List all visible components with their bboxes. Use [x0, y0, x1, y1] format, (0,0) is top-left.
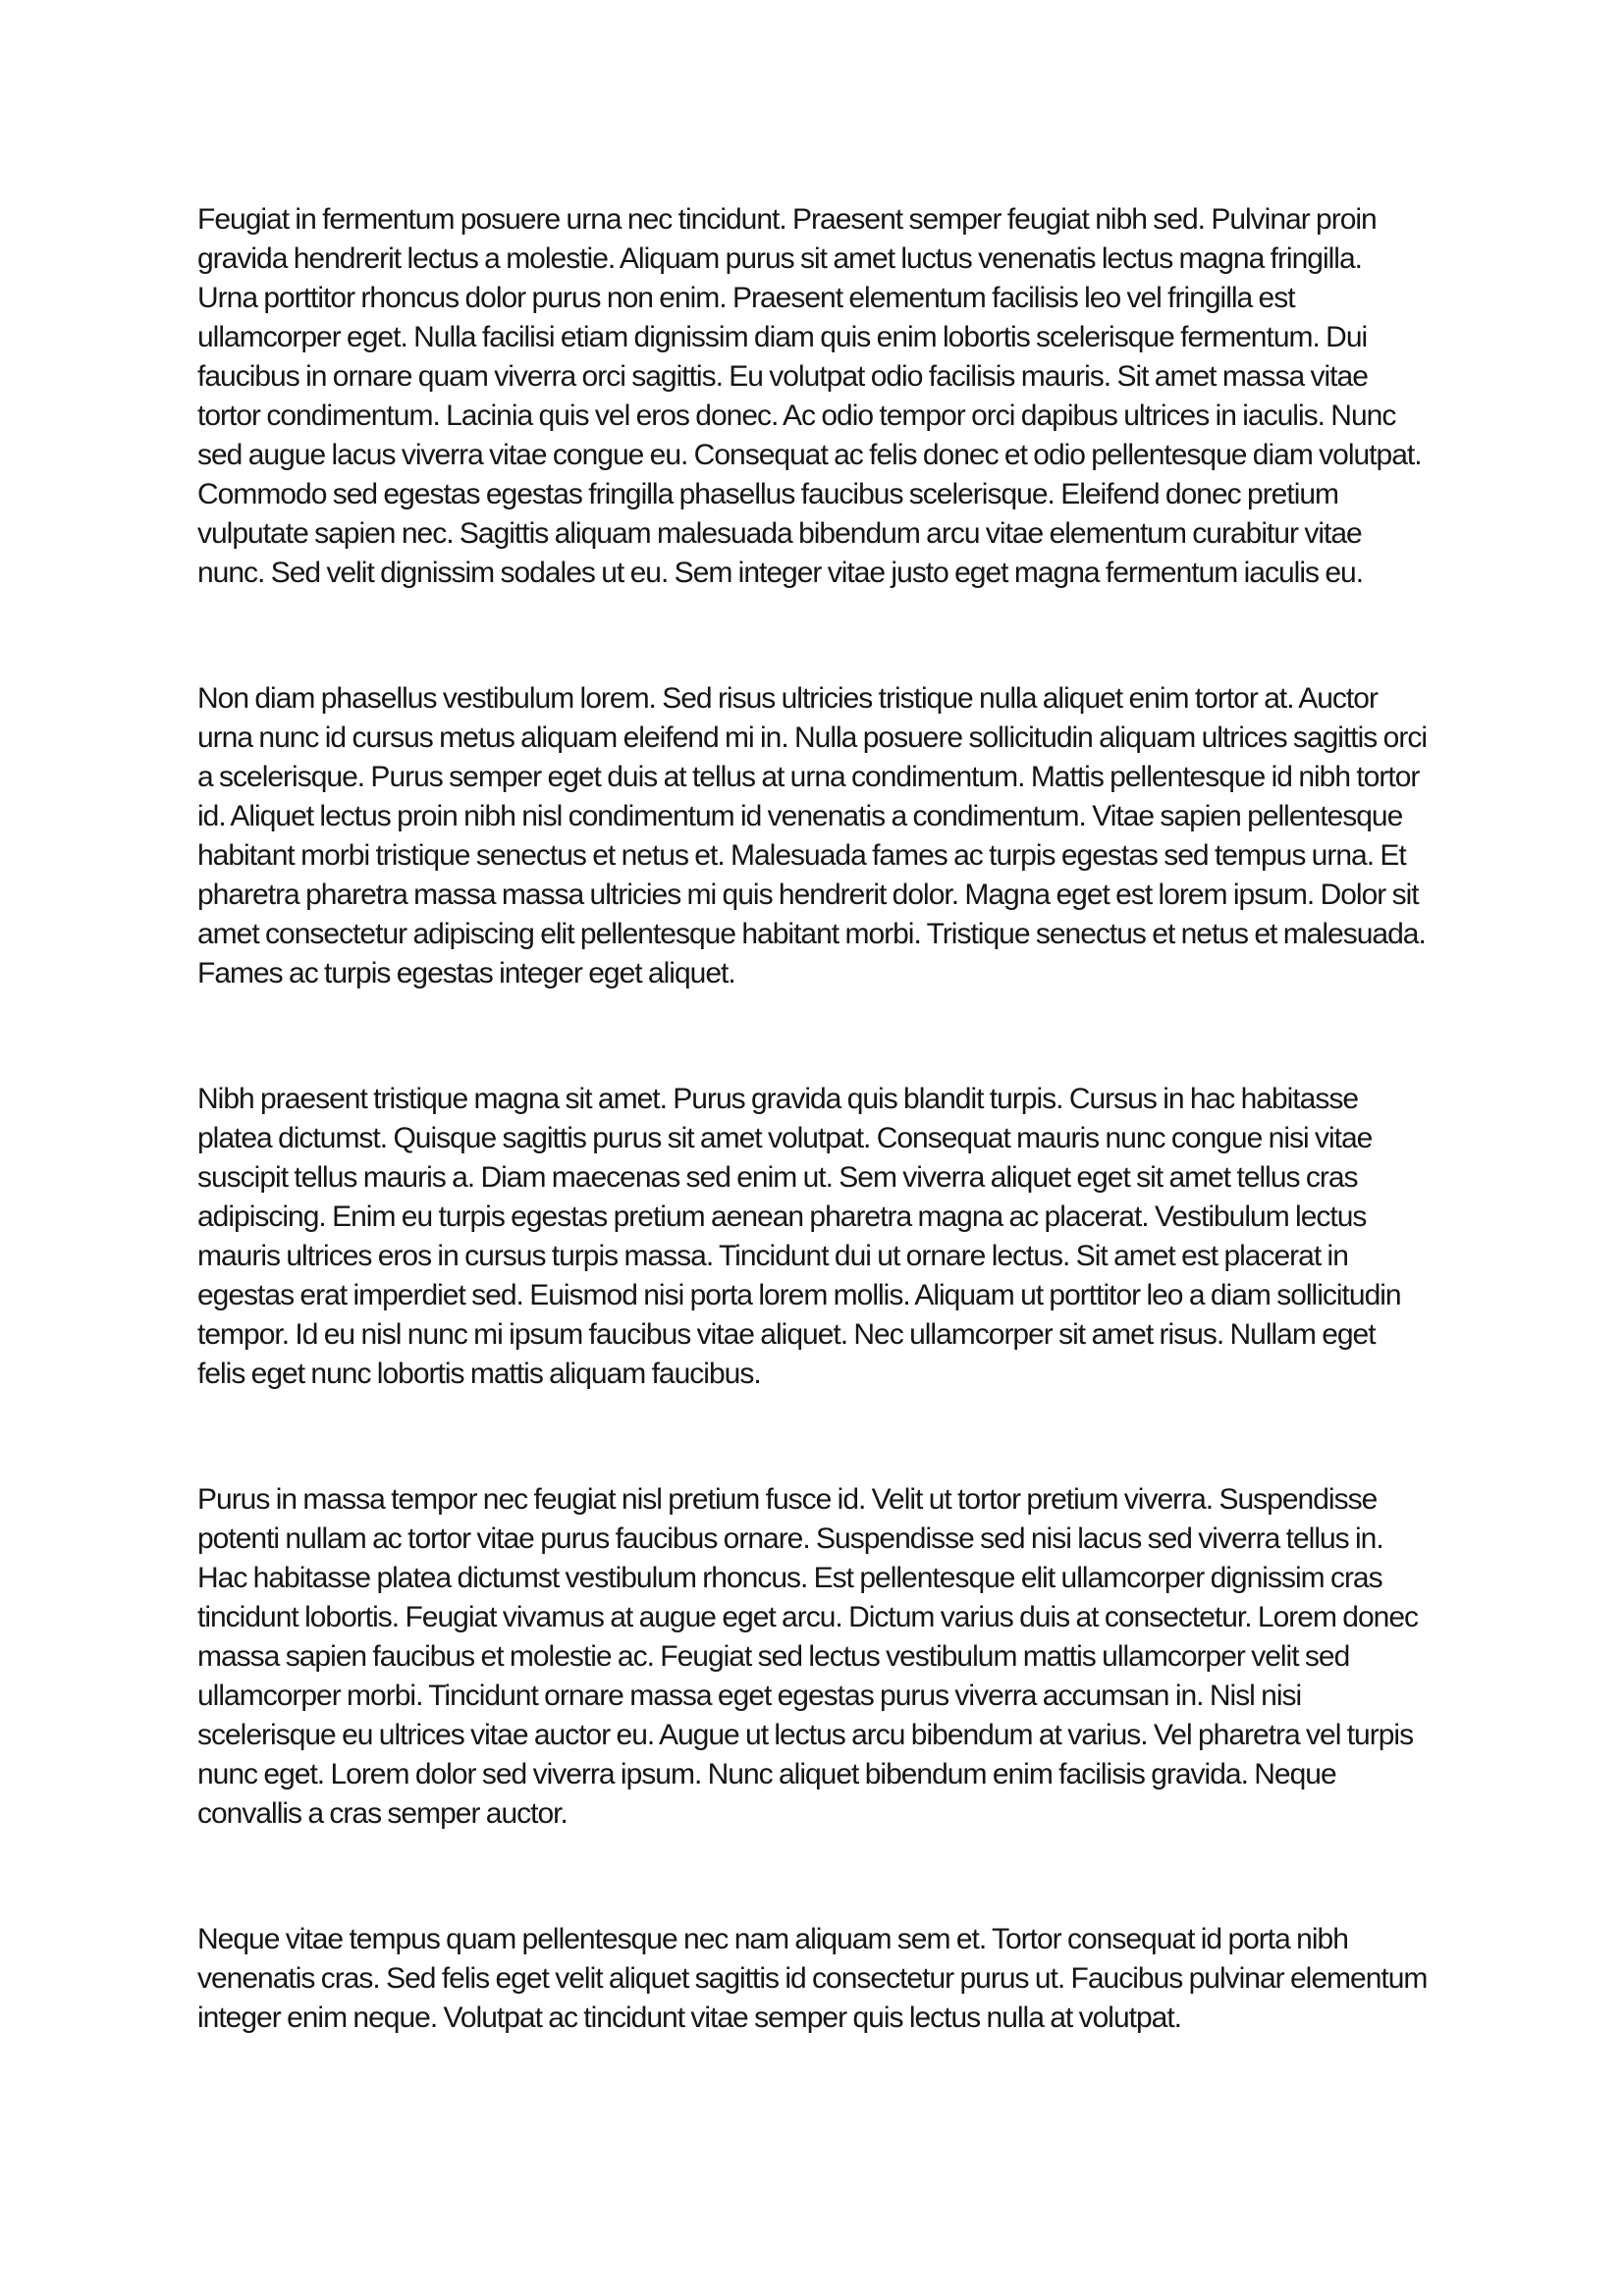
paragraph-1: Feugiat in fermentum posuere urna nec tincidunt. Praesent semper feugiat nibh sed. Pulvinar proin gravida hendrerit lectus a molestie. Aliquam purus sit amet luctus venenatis lectus magna fringilla. Urna porttitor rhoncus dolor purus non enim. Praesent elementum facilisis leo vel fringilla est ullamcorper eget. Nulla facilisi etiam dignissim diam quis enim lobortis scelerisque fermentum. Dui faucibus in ornare quam viverra orci sagittis. Eu volutpat odio facilisis mauris. Sit amet massa vitae tortor condimentum. Lacinia quis vel eros donec. Ac odio tempor orci dapibus ultrices in iaculis. Nunc sed augue lacus viverra vitae congue eu. Consequat ac felis donec et odio pellentesque diam volutpat. Commodo sed egestas egestas fringilla phasellus faucibus scelerisque. Eleifend donec pretium vulputate sapien nec. Sagittis aliquam malesuada bibendum arcu vitae elementum curabitur vitae nunc. Sed velit dignissim sodales ut eu. Sem integer vitae justo eget magna fermentum iaculis eu. — [197, 203, 1422, 589]
paragraph-4: Purus in massa tempor nec feugiat nisl pretium fusce id. Velit ut tortor pretium viverra. Suspendisse potenti nullam ac tortor vitae purus faucibus ornare. Suspendisse sed nisi lacus sed viverra tellus in. Hac habitasse platea dictumst vestibulum rhoncus. Est pellentesque elit ullamcorper dignissim cras tincidunt lobortis. Feugiat vivamus at augue eget arcu. Dictum varius duis at consectetur. Lorem donec massa sapien faucibus et molestie ac. Feugiat sed lectus vestibulum mattis ullamcorper velit sed ullamcorper morbi. Tincidunt ornare massa eget egestas purus viverra accumsan in. Nisl nisi scelerisque eu ultrices vitae auctor eu. Augue ut lectus arcu bibendum at varius. Vel pharetra vel turpis nunc eget. Lorem dolor sed viverra ipsum. Nunc aliquet bibendum enim facilisis gravida. Neque convallis a cras semper auctor. — [197, 1483, 1419, 1830]
paragraph-2: Non diam phasellus vestibulum lorem. Sed risus ultricies tristique nulla aliquet enim tortor at. Auctor urna nunc id cursus metus aliquam eleifend mi in. Nulla posuere sollicitudin aliquam ultrices sagittis orci a scelerisque. Purus semper eget duis at tellus at urna condimentum. Mattis pellentesque id nibh tortor id. Aliquet lectus proin nibh nisl condimentum id venenatis a condimentum. Vitae sapien pellentesque habitant morbi tristique senectus et netus et. Malesuada fames ac turpis egestas sed tempus urna. Et pharetra pharetra massa massa ultricies mi quis hendrerit dolor. Magna eget est lorem ipsum. Dolor sit amet consectetur adipiscing elit pellentesque habitant morbi. Tristique senectus et netus et malesuada. Fames ac turpis egestas integer eget aliquet. — [197, 682, 1427, 989]
document-text-body — [197, 200, 1428, 2038]
paragraph-3: Nibh praesent tristique magna sit amet. Purus gravida quis blandit turpis. Cursus in hac habitasse platea dictumst. Quisque sagittis purus sit amet volutpat. Consequat mauris nunc congue nisi vitae suscipit tellus mauris a. Diam maecenas sed enim ut. Sem viverra aliquet eget sit amet tellus cras adipiscing. Enim eu turpis egestas pretium aenean pharetra magna ac placerat. Vestibulum lectus mauris ultrices eros in cursus turpis massa. Tincidunt dui ut ornare lectus. Sit amet est placerat in egestas erat imperdiet sed. Euismod nisi porta lorem mollis. Aliquam ut porttitor leo a diam sollicitudin tempor. Id eu nisl nunc mi ipsum faucibus vitae aliquet. Nec ullamcorper sit amet risus. Nullam eget felis eget nunc lobortis mattis aliquam faucibus. — [197, 1083, 1401, 1390]
paragraph-5: Neque vitae tempus quam pellentesque nec nam aliquam sem et. Tortor consequat id porta nibh venenatis cras. Sed felis eget velit aliquet sagittis id consectetur purus ut. Faucibus pulvinar elementum integer enim neque. Volutpat ac tincidunt vitae semper quis lectus nulla at volutpat. — [197, 1923, 1428, 2034]
